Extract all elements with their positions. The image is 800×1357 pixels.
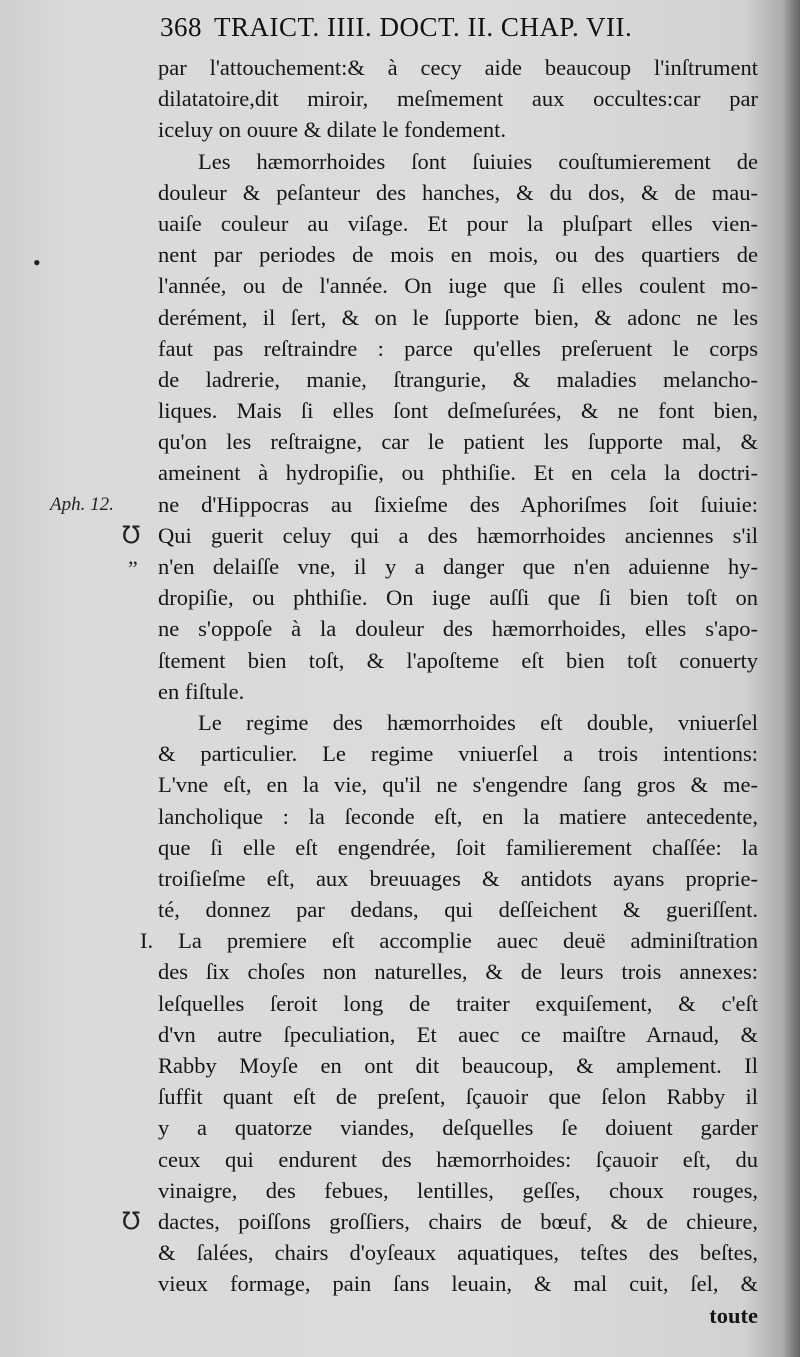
- running-title: TRAICT. IIII. DOCT. II. CHAP. VII.: [214, 12, 633, 42]
- text-line: l'année, ou de l'année. On iuge que ſi elles coulent mo-: [158, 273, 758, 299]
- text-line: faut pas reſtraindre : parce qu'elles preſeruent le corps: [158, 335, 758, 361]
- margin-dot: •: [33, 250, 41, 275]
- text-line: Rabby Moyſe en ont dit beaucoup, & amplement. Il: [158, 1053, 758, 1078]
- text-line: & particulier. Le regime vniuerſel a trois intentions:: [158, 741, 758, 767]
- text-line: dilatatoire,dit miroir, meſmement aux occultes:car par: [158, 86, 758, 112]
- text-line: té, donnez par dedans, qui deſſeichent & gueriſſent.: [158, 897, 758, 923]
- margin-aphorism-reference: Aph. 12.: [50, 494, 114, 515]
- text-line: ameinent à hydropiſie, ou phthiſie. Et en cela la doctri-: [158, 460, 758, 486]
- text-line: troiſieſme eſt, aux breuuages & antidots ayans proprie-: [158, 865, 758, 891]
- margin-mark: ℧: [122, 1209, 141, 1235]
- text-line: d'vn autre ſpeculiation, Et auec ce maiſtre Arnaud, &: [158, 1021, 758, 1047]
- text-line: douleur & peſanteur des hanches, & du dos, & de mau-: [158, 179, 758, 205]
- text-line: lancholique : la ſeconde eſt, en la matiere antecedente,: [158, 803, 758, 829]
- page-number: 368: [160, 12, 202, 42]
- text-line: qu'on les reſtraigne, car le patient les ſupporte mal, &: [158, 429, 758, 455]
- catchword: toute: [709, 1302, 758, 1328]
- text-line: ne s'oppoſe à la douleur des hæmorrhoides, elles s'apo-: [158, 616, 758, 642]
- text-line: I. La premiere eſt accomplie auec deuë adminiſtration: [140, 928, 758, 954]
- text-line: Les hæmorrhoides ſont ſuiuies couſtumierement de: [198, 148, 758, 174]
- text-line: vieux formage, pain ſans leuain, & mal cuit, ſel, &: [158, 1271, 758, 1297]
- body-text: [140, 52, 758, 1331]
- page-gutter-shadow: [782, 0, 800, 1357]
- margin-quote-mark: ”: [128, 556, 138, 581]
- text-line: vinaigre, des febues, lentilles, geſſes, choux rouges,: [158, 1177, 758, 1203]
- text-line: en fiſtule.: [158, 678, 245, 704]
- text-line: Le regime des hæmorrhoides eſt double, vniuerſel: [198, 709, 758, 735]
- text-line: ceux qui endurent des hæmorrhoides: ſçauoir eſt, du: [158, 1146, 758, 1172]
- text-line: ne d'Hippocras au ſixieſme des Aphoriſmes ſoit ſuiuie:: [158, 491, 758, 517]
- text-line: & ſalées, chairs d'oyſeaux aquatiques, teſtes des beſtes,: [158, 1240, 758, 1266]
- text-line: uaiſe couleur au viſage. Et pour la pluſpart elles vien-: [158, 210, 758, 236]
- text-line: dactes, poiſſons groſſiers, chairs de bœuf, & de chieure,: [158, 1208, 758, 1234]
- text-line: de ladrerie, manie, ſtrangurie, & maladies melancho-: [158, 366, 758, 392]
- running-header: [160, 12, 760, 48]
- text-line: nent par periodes de mois en mois, ou des quartiers de: [158, 242, 758, 268]
- text-line: derément, il ſert, & on le ſupporte bien, & adonc ne les: [158, 304, 758, 330]
- text-line: n'en delaiſſe vne, il y a danger que n'en aduienne hy-: [158, 554, 758, 579]
- text-line: Qui guerit celuy qui a des hæmorrhoides anciennes s'il: [158, 522, 758, 548]
- text-line: iceluy on ouure & dilate le fondement.: [158, 117, 507, 143]
- text-line: ſtement bien toſt, & l'apoſteme eſt bien toſt conuerty: [158, 647, 758, 673]
- text-line: y a quatorze viandes, deſquelles ſe doiuent garder: [158, 1115, 758, 1141]
- text-line: des ſix choſes non naturelles, & de leurs trois annexes:: [158, 959, 758, 985]
- text-line: liques. Mais ſi elles ſont deſmeſurées, & ne font bien,: [158, 398, 758, 424]
- text-line: leſquelles ſeroit long de traiter exquiſement, & c'eſt: [158, 990, 758, 1016]
- text-line: ſuffit quant eſt de preſent, ſçauoir que ſelon Rabby il: [158, 1084, 758, 1110]
- margin-mark: ℧: [122, 523, 141, 549]
- text-line: que ſi elle eſt engendrée, ſoit familierement chaſſée: la: [158, 834, 758, 860]
- text-line: L'vne eſt, en la vie, qu'il ne s'engendre ſang gros & me-: [158, 772, 758, 798]
- text-line: dropiſie, ou phthiſie. On iuge auſſi que ſi bien toſt on: [158, 585, 758, 611]
- text-line: par l'attouchement:& à cecy aide beaucoup l'inſtrument: [158, 55, 758, 80]
